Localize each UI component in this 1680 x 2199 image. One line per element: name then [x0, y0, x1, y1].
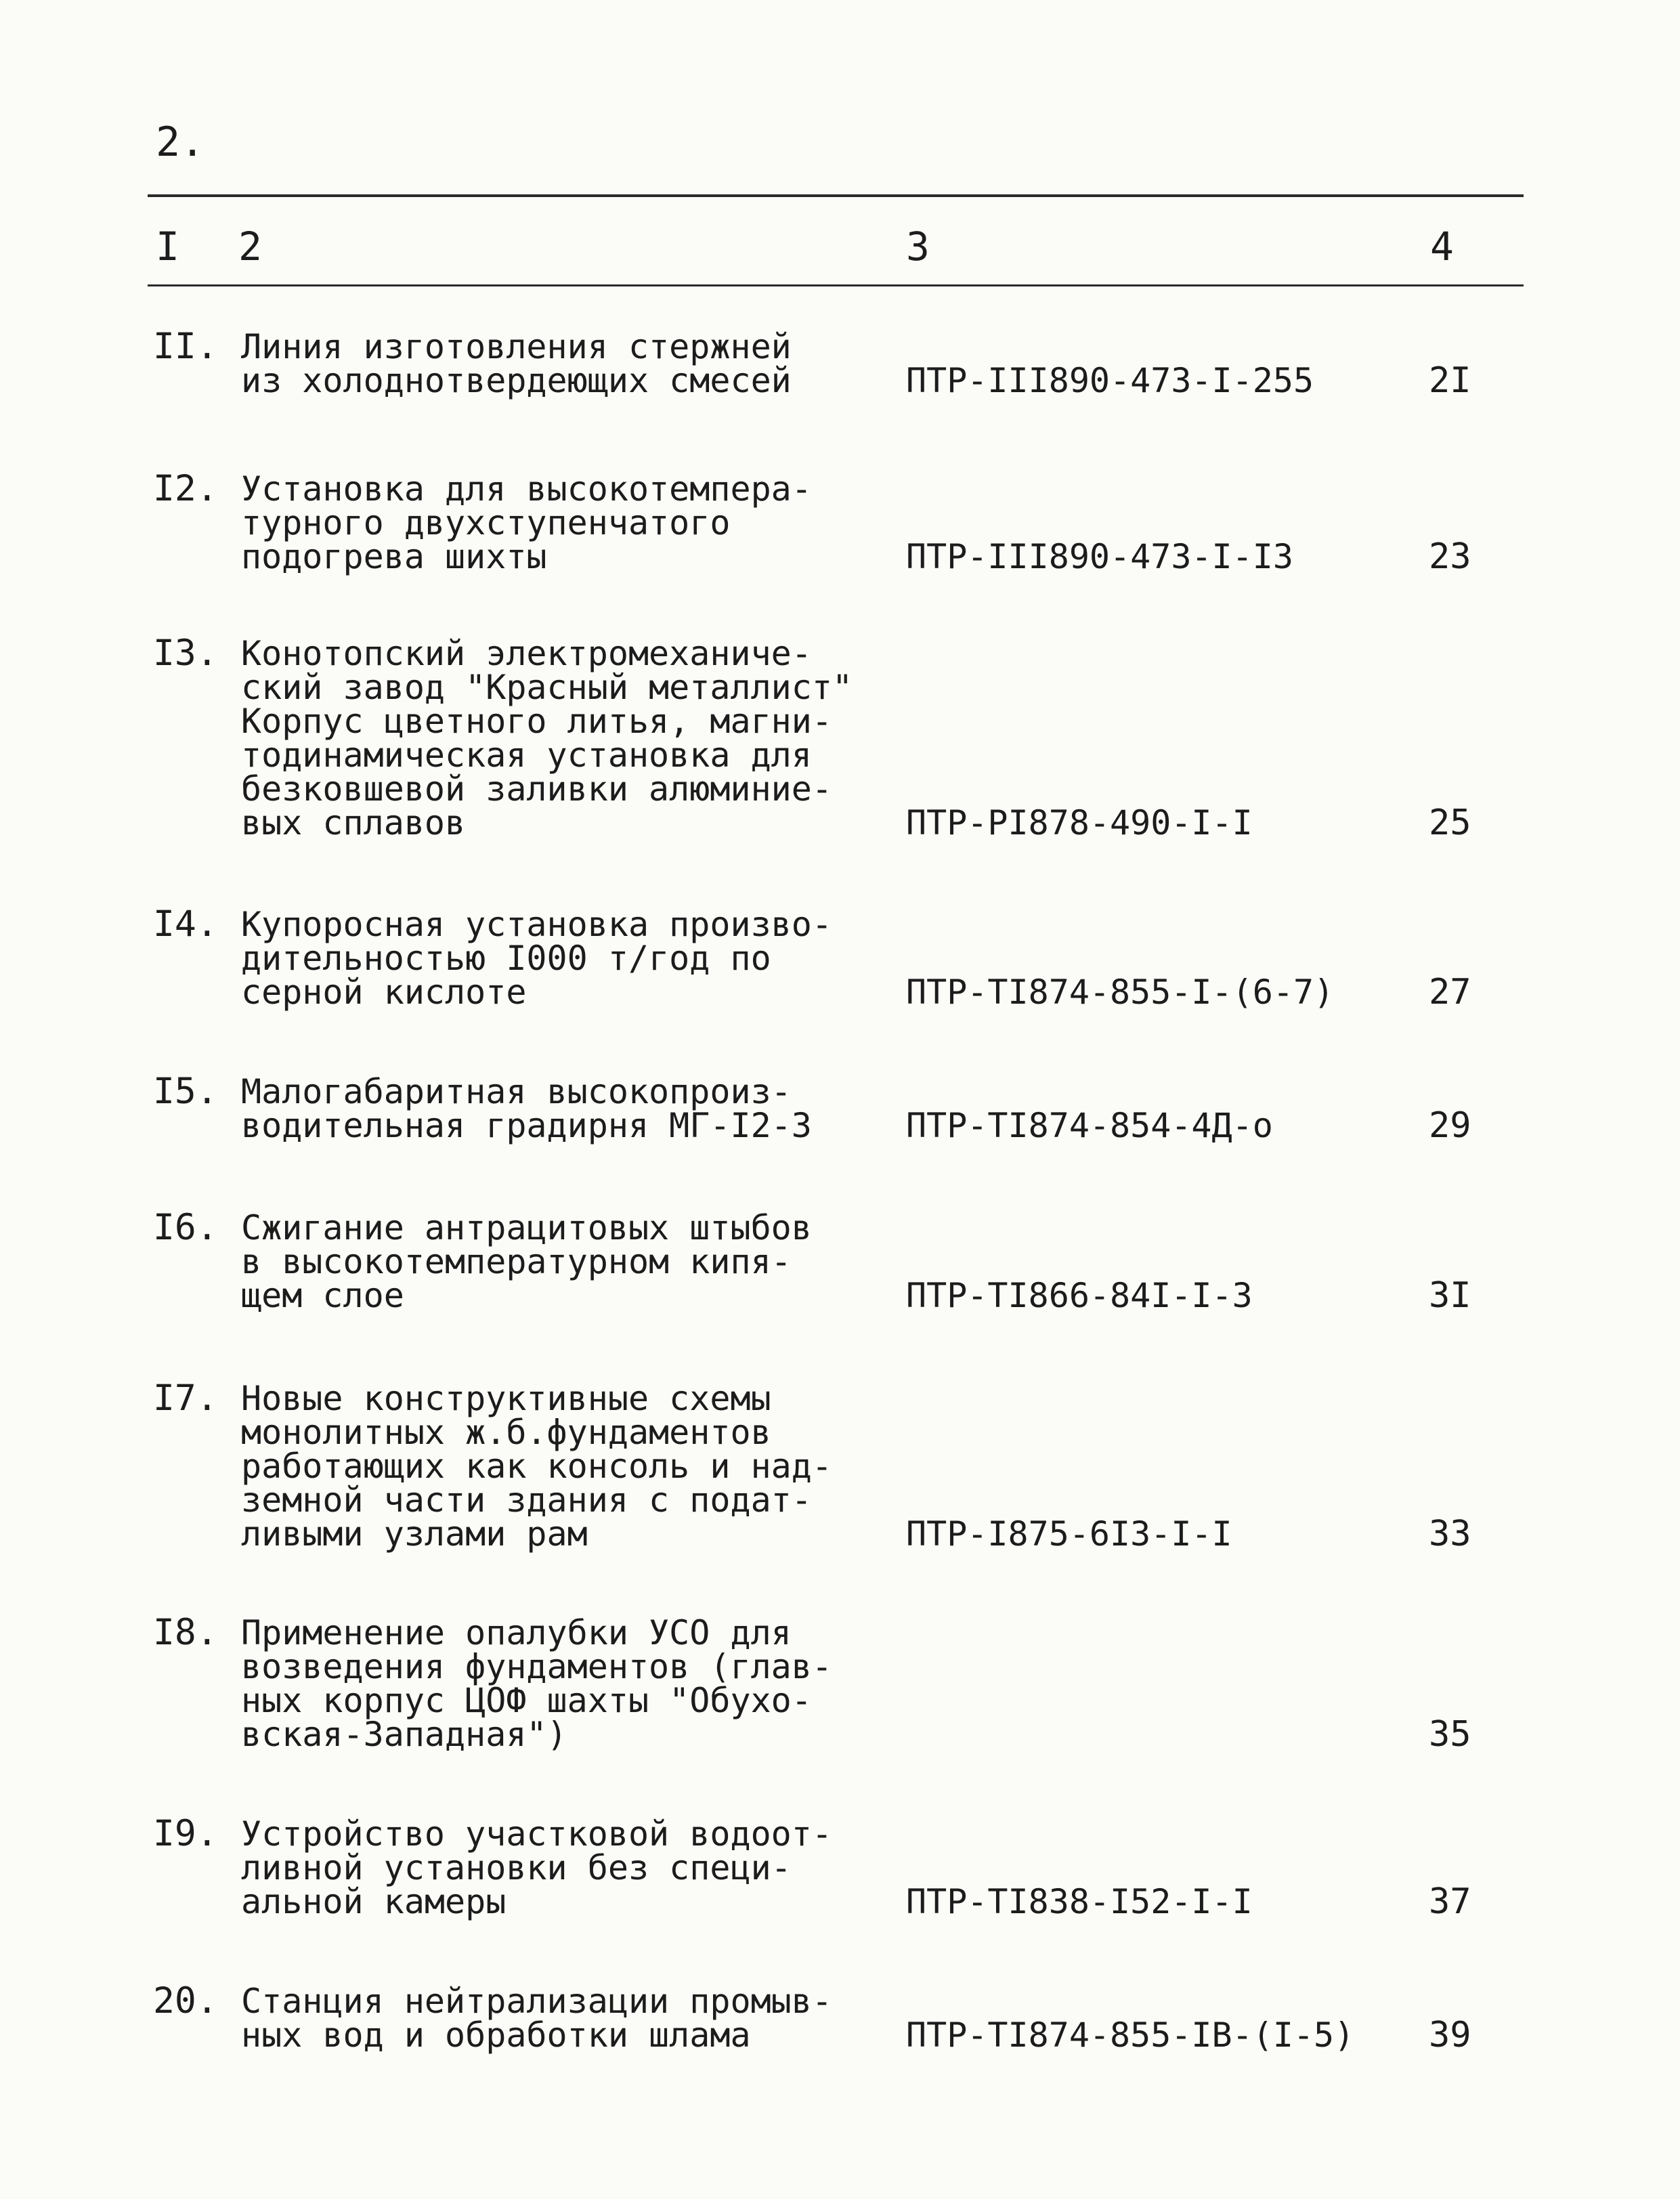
row-page: 2I [1429, 360, 1471, 401]
row-title: Конотопский электромеханиче- ский завод "Красный металлист" Корпус цветного литья, магни- тодинамическая установка для безковшевой заливки алюминие- вых сплавов [241, 634, 853, 842]
row-code: ПТР-ТI874-854-4Д-о [906, 1106, 1273, 1145]
row-page: 29 [1429, 1105, 1471, 1146]
row-number: II. [153, 326, 218, 367]
row-number: I5. [153, 1071, 218, 1112]
row-number: I9. [153, 1813, 218, 1854]
row-number: I6. [153, 1207, 218, 1248]
row-title: Купоросная установка произво- дительностью I000 т/год по серной кислоте [241, 905, 832, 1012]
row-number: I4. [153, 903, 218, 945]
row-number: I7. [153, 1378, 218, 1419]
row-title: Применение опалубки УСО для возведения фундаментов (глав- ных корпус ЦОФ шахты "Обухо- вская-Западная") [241, 1613, 832, 1754]
row-title: Устройство участковой водоот- ливной установки без специ- альной камеры [241, 1814, 832, 1921]
column-header-4: 4 [1430, 223, 1454, 270]
row-code: ПТР-III890-473-I-I3 [906, 537, 1293, 576]
column-header-3: 3 [906, 223, 930, 270]
row-code: ПТР-I875-6I3-I-I [906, 1514, 1232, 1554]
row-code: ПТР-ТI874-855-I-(6-7) [906, 973, 1335, 1012]
row-page: 27 [1429, 972, 1471, 1012]
row-page: 23 [1429, 536, 1471, 577]
row-title: Станция нейтрализации промыв- ных вод и обработки шлама [241, 1982, 832, 2055]
column-header-2: 2 [238, 223, 262, 270]
row-page: 39 [1429, 2015, 1471, 2055]
page-number: 2. [156, 119, 205, 166]
row-page: 3I [1429, 1275, 1471, 1316]
row-number: I3. [153, 633, 218, 674]
top-rule [148, 194, 1524, 197]
row-title: Установка для высокотемпера- турного двухступенчатого подогрева шихты [241, 469, 812, 576]
row-code: ПТР-ТI838-I52-I-I [906, 1882, 1253, 1921]
row-page: 33 [1429, 1514, 1471, 1554]
row-code: ПТР-III890-473-I-255 [906, 361, 1314, 400]
row-title: Линия изготовления стержней из холоднотвердеющих смесей [241, 327, 792, 400]
row-page: 37 [1429, 1881, 1471, 1922]
row-code: ПТР-ТI874-855-IВ-(I-5) [906, 2015, 1355, 2055]
row-page: 25 [1429, 803, 1471, 843]
row-code: ПТР-РI878-490-I-I [906, 803, 1253, 842]
row-code: ПТР-ТI866-84I-I-3 [906, 1276, 1253, 1315]
row-title: Малогабаритная высокопроиз- водительная градирня МГ-I2-3 [241, 1072, 812, 1145]
header-rule [148, 284, 1524, 286]
row-page: 35 [1429, 1714, 1471, 1755]
row-title: Новые конструктивные схемы монолитных ж.б.фундаментов работающих как консоль и над- земной части здания с подат- ливыми узлами рам [241, 1379, 832, 1554]
row-number: I2. [153, 468, 218, 509]
row-number: 20. [153, 1980, 218, 2022]
row-title: Сжигание антрацитовых штыбов в высокотемпературном кипя- щем слое [241, 1208, 812, 1315]
column-header-1: I [156, 223, 179, 270]
row-number: I8. [153, 1612, 218, 1653]
